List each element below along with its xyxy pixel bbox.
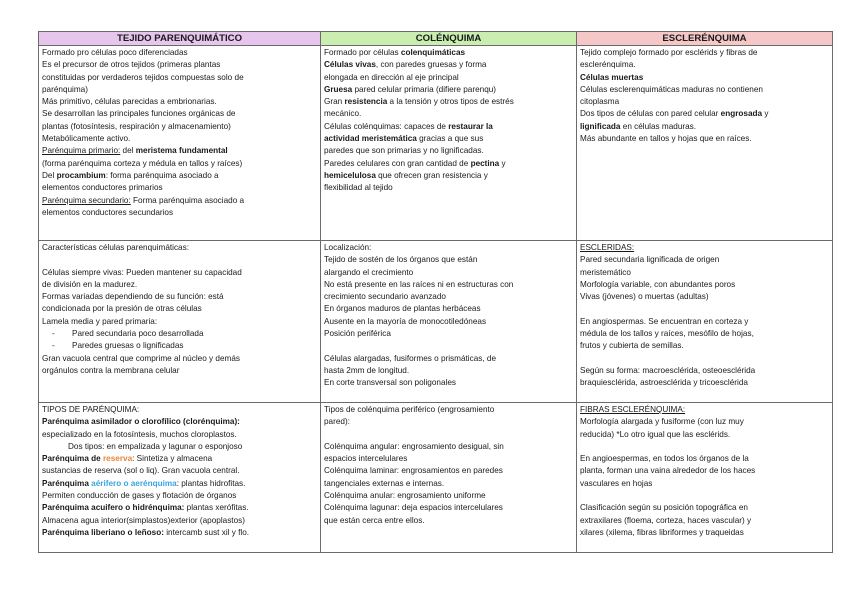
text-line xyxy=(580,121,829,133)
text-line: Células esclerenquimáticas maduras no contienen xyxy=(580,84,763,94)
text-line: meristemático xyxy=(580,267,631,277)
text-line: sustancias de reserva (sol o liq). Gran vacuola central. xyxy=(42,466,240,476)
term: Parénquima acuifero o hidrénquima: xyxy=(42,503,185,513)
text-line: Tejido complejo formado por esclérids y fibras de xyxy=(580,48,758,57)
text-line: frutos y cubierta de semillas. xyxy=(580,341,684,351)
text-fragment: , con paredes gruesas y forma xyxy=(375,60,487,70)
text-line: de división en la madurez. xyxy=(42,279,138,289)
text-fragment: y xyxy=(762,109,769,119)
term-meristema: meristema fundamental xyxy=(135,146,228,156)
text-line xyxy=(324,121,573,133)
text-line: paredes que son primarias y no lignificadas. xyxy=(324,146,484,156)
text-line xyxy=(42,502,317,514)
text-line xyxy=(324,47,573,59)
text-line: mecánico. xyxy=(324,109,362,119)
text-line: Formado pro células poco diferenciadas xyxy=(42,48,188,57)
text-line: Pared secundaria lignificada de origen xyxy=(580,255,720,265)
text-line xyxy=(324,170,573,182)
blank-line xyxy=(580,490,829,502)
text-line: No está presente en las raíces ni en estructuras con xyxy=(324,279,514,289)
term: restaurar la xyxy=(448,121,493,131)
text-line xyxy=(42,527,317,539)
term: lignificada xyxy=(580,121,621,131)
row-general xyxy=(39,46,833,241)
text-fragment: y xyxy=(499,158,506,168)
comparison-table xyxy=(38,31,833,553)
text-line: crecimiento secundario avanzado xyxy=(324,292,446,302)
text-line: xilares (xilema, fibras libriformes y traqueidas xyxy=(580,527,744,537)
term-parenquima-primario: Parénquima primario: xyxy=(42,146,121,156)
text-line: constituidas por verdaderos tejidos compuestas solo de xyxy=(42,72,244,82)
term: Gruesa xyxy=(324,84,353,94)
text-fragment: en células maduras. xyxy=(620,121,697,131)
cell-esclerenquima-escleridas xyxy=(577,241,833,403)
text-line: braquiesclérida, astroesclérida y tricoesclérida xyxy=(580,378,748,388)
text-line: Según su forma: macroesclérida, osteoesclérida xyxy=(580,365,756,375)
text-line: Células siempre vivas: Pueden mantener su capacidad xyxy=(42,267,242,277)
text-line: citoplasma xyxy=(580,97,620,107)
text-line: Tejido de sostén de los órganos que están xyxy=(324,255,478,265)
dash-bullet: - xyxy=(52,329,55,339)
text-line xyxy=(42,170,317,182)
text-line: Dos tipos: en empalizada y lagunar o esponjoso xyxy=(68,441,243,451)
text-line xyxy=(42,478,317,490)
row-caracteristicas xyxy=(39,241,833,403)
text-line: Colénquima laminar: engrosamientos en paredes xyxy=(324,466,503,476)
text-line: orgánulos contra la membrana celular xyxy=(42,365,180,375)
section-heading: ESCLERIDAS: xyxy=(580,243,635,252)
cell-colenquima-general xyxy=(321,46,577,241)
dash-bullet: - xyxy=(52,341,55,351)
text-line: Metabólicamente activo. xyxy=(42,134,131,144)
text-line: plantas (fotosíntesis, respiración y almacenamiento) xyxy=(42,121,231,131)
blank-line xyxy=(324,429,573,441)
cell-parenquima-general xyxy=(39,46,321,241)
term: engrosada xyxy=(720,109,763,119)
list-item xyxy=(42,328,317,340)
text-fragment: Paredes gruesas o lignificadas xyxy=(72,341,184,351)
text-line: Permiten conducción de gases y flotación de órganos xyxy=(42,491,237,501)
section-heading: FIBRAS ESCLERÉNQUIMA: xyxy=(580,405,686,414)
text-line xyxy=(42,145,317,157)
text-line: En angioespermas, en todos los órganos de la xyxy=(580,454,749,464)
text-line xyxy=(324,158,573,170)
list-item xyxy=(42,340,317,352)
text-line xyxy=(324,133,573,145)
cell-parenquima-caracteristicas xyxy=(39,241,321,403)
text-fragment: : forma parénquima asociado a xyxy=(105,170,219,180)
text-line: Se desarrollan las principales funciones orgánicas de xyxy=(42,109,236,119)
text-line: Formas variadas dependiendo de su función: está xyxy=(42,292,224,302)
text-line: Células alargadas, fusiformes o prismáticas, de xyxy=(324,353,497,363)
text-fragment: del xyxy=(120,146,136,156)
blank-line xyxy=(580,441,829,453)
text-line: planta, forman una vaina alrededor de los haces xyxy=(580,466,756,476)
text-line: pared): xyxy=(324,417,350,427)
text-fragment: Formado por células xyxy=(324,48,401,57)
text-line: flexibilidad al tejido xyxy=(324,183,393,193)
text-line xyxy=(580,108,829,120)
text-line: elongada en dirección al eje principal xyxy=(324,72,459,82)
text-line: Morfología alargada y fusiforme (con luz muy xyxy=(580,417,744,427)
text-fragment: Gran xyxy=(324,97,345,107)
text-line: Colénquima angular: engrosamiento desigual, sin xyxy=(324,441,504,451)
text-fragment: : plantas hidrofitas. xyxy=(176,478,246,488)
text-line: parénquima) xyxy=(42,84,88,94)
text-line: Ausente en la mayoría de monocotiledóneas xyxy=(324,316,487,326)
text-fragment: a la tensión y otros tipos de estrés xyxy=(387,97,514,107)
text-line: Colénquima lagunar: deja espacios intercelulares xyxy=(324,503,503,513)
term: hemicelulosa xyxy=(324,170,376,180)
row-tipos xyxy=(39,403,833,553)
text-line: elementos conductores primarios xyxy=(42,183,163,193)
text-line: Lamela media y pared primaria: xyxy=(42,316,158,326)
text-line: Más primitivo, células parecidas a embrionarias. xyxy=(42,97,217,107)
text-line: Gran vacuola central que comprime al núcleo y demás xyxy=(42,353,240,363)
text-fragment: Paredes celulares con gran cantidad de xyxy=(324,158,471,168)
text-fragment: plantas xerófitas. xyxy=(184,503,249,513)
header-colenquima: COLÉNQUIMA xyxy=(321,32,577,46)
text-line: que están cerca entre ellos. xyxy=(324,515,425,525)
header-row xyxy=(39,32,833,46)
cell-esclerenquima-fibras xyxy=(577,403,833,553)
text-line: condicionada por la presión de otras células xyxy=(42,304,202,314)
text-line: hasta 2mm de longitud. xyxy=(324,365,410,375)
text-line: Clasificación según su posición topográfica en xyxy=(580,503,748,513)
text-fragment: que ofrecen gran resistencia y xyxy=(375,170,488,180)
text-line xyxy=(324,84,573,96)
cell-colenquima-localizacion xyxy=(321,241,577,403)
text-line: tangenciales externas e internas. xyxy=(324,478,445,488)
blank-line xyxy=(580,353,829,365)
text-line: Características células parenquimáticas: xyxy=(42,243,189,252)
text-line: Es el precursor de otros tejidos (primeras plantas xyxy=(42,60,221,70)
text-line: Más abundante en tallos y hojas que en raíces. xyxy=(580,134,752,144)
cell-esclerenquima-general xyxy=(577,46,833,241)
term: resistencia xyxy=(344,97,388,107)
header-parenquima: TEJIDO PARENQUIMÁTICO xyxy=(39,32,321,46)
text-line xyxy=(42,195,317,207)
text-line: médula de los tallos y raíces, mesófilo de hojas, xyxy=(580,329,754,339)
blank-line xyxy=(580,303,829,315)
term: actividad meristemática xyxy=(324,134,417,144)
text-fragment: intercamb sust xil y flo. xyxy=(163,527,250,537)
text-fragment: Forma parénquima asociado a xyxy=(130,195,245,205)
text-fragment: gracias a que sus xyxy=(416,134,484,144)
term: colenquimáticas xyxy=(400,48,466,57)
text-line xyxy=(324,96,573,108)
text-line: Posición periférica xyxy=(324,329,391,339)
term-procambium: procambium xyxy=(56,170,106,180)
cell-parenquima-tipos xyxy=(39,403,321,553)
blank-line xyxy=(42,254,317,266)
text-line: elementos conductores secundarios xyxy=(42,207,174,217)
text-line: Células muertas xyxy=(580,72,644,82)
text-line: (forma parénquima corteza y médula en tallos y raíces) xyxy=(42,158,243,168)
text-line: Morfología variable, con abundantes poros xyxy=(580,279,736,289)
header-esclerenquima: ESCLERÉNQUIMA xyxy=(577,32,833,46)
blank-line xyxy=(324,340,573,352)
text-line: En órganos maduros de plantas herbáceas xyxy=(324,304,481,314)
text-line: reducida) *Lo otro igual que las esclérids. xyxy=(580,429,731,439)
term: Parénquima liberiano o leñoso: xyxy=(42,527,164,537)
text-line: Almacena agua interior(simplastos)exterior (apoplastos) xyxy=(42,515,245,525)
text-line: Tipos de colénquima periférico (engrosamiento xyxy=(324,405,495,414)
text-line: Localización: xyxy=(324,243,372,252)
term: Células vivas xyxy=(324,60,376,70)
text-line: Colénquima anular: engrosamiento uniforme xyxy=(324,491,486,501)
term: Parénquima de xyxy=(42,454,103,464)
text-line: Vivas (jóvenes) o muertas (adultas) xyxy=(580,292,709,302)
text-line: En angiospermas. Se encuentran en corteza y xyxy=(580,316,749,326)
term-reserva: reserva xyxy=(102,454,133,464)
term: Parénquima xyxy=(42,478,92,488)
cell-colenquima-tipos xyxy=(321,403,577,553)
term-aerifero: aérifero o aerénquima xyxy=(91,478,177,488)
text-line: espacios intercelulares xyxy=(324,454,408,464)
text-fragment: Del xyxy=(42,170,57,180)
text-fragment: Células colénquimas: capaces de xyxy=(324,121,449,131)
text-line: En corte transversal son poligonales xyxy=(324,378,456,388)
text-fragment: Pared secundaria poco desarrollada xyxy=(72,329,204,339)
text-fragment: pared celular primaria (difiere parenqu) xyxy=(352,84,497,94)
text-line: vasculares en hojas xyxy=(580,478,653,488)
text-line: alargando el crecimiento xyxy=(324,267,414,277)
text-line xyxy=(42,453,317,465)
text-line: especializado en la fotosíntesis, muchos cloroplastos. xyxy=(42,429,237,439)
text-line: esclerénquima. xyxy=(580,60,636,70)
text-fragment: : Sintetiza y almacena xyxy=(132,454,213,464)
section-heading: TIPOS DE PARÉNQUIMA: xyxy=(42,405,140,414)
text-line: extraxilares (floema, corteza, haces vascular) y xyxy=(580,515,752,525)
term-parenquima-secundario: Parénquima secundario: xyxy=(42,195,131,205)
term: pectina xyxy=(470,158,500,168)
text-line xyxy=(324,59,573,71)
text-fragment: Dos tipos de células con pared celular xyxy=(580,109,721,119)
text-line: Parénquima asimilador o clorofílico (clorénquima): xyxy=(42,417,240,427)
